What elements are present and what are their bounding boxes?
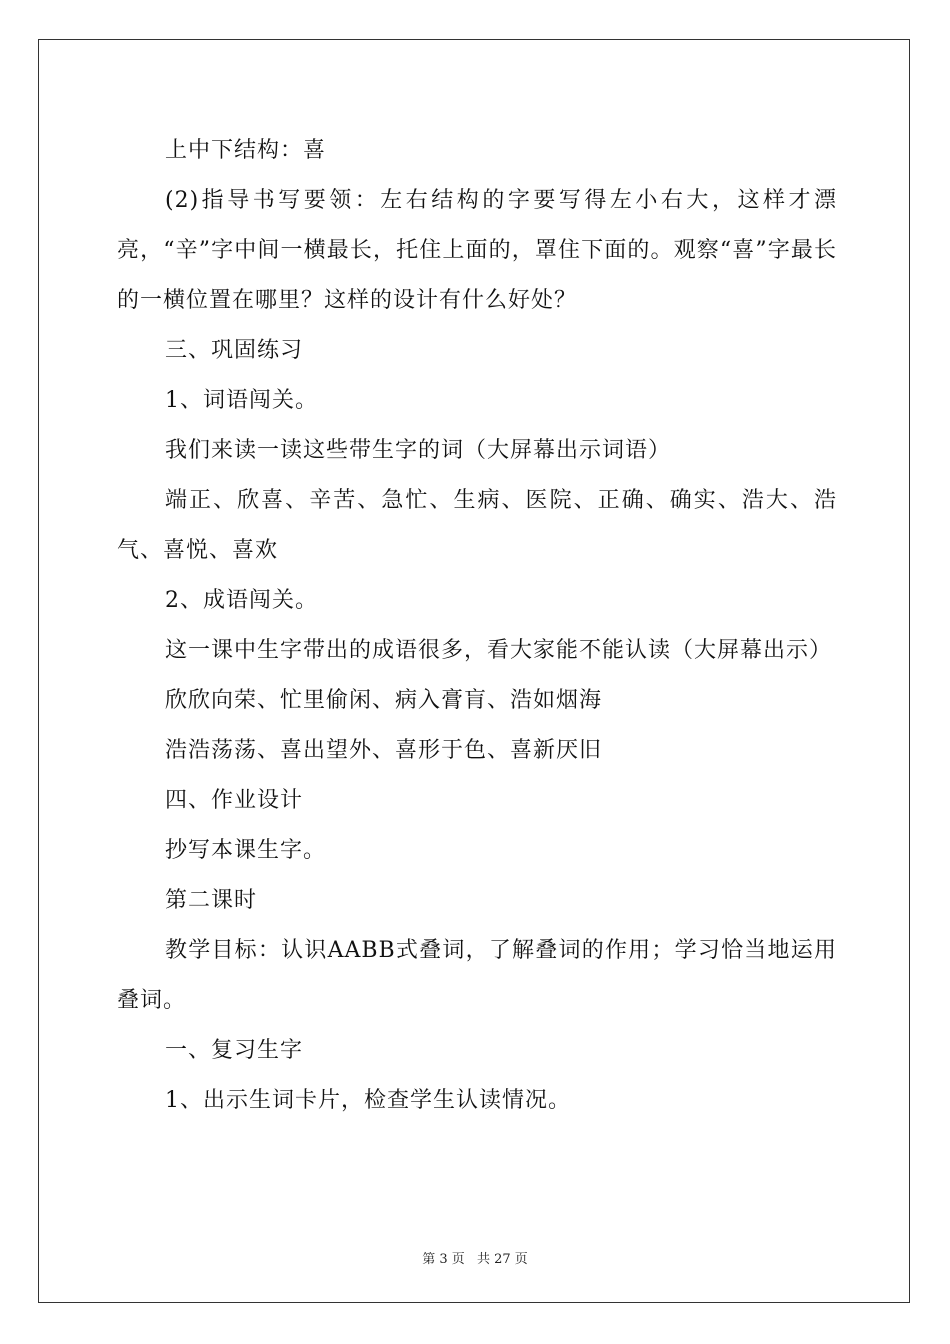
- paragraph: 抄写本课生字。: [165, 838, 327, 863]
- paragraph: 我们来读一读这些带生字的词（大屏幕出示词语）: [165, 438, 672, 463]
- paragraph: 2、成语闯关。: [165, 588, 318, 613]
- paragraph: 1、出示生词卡片，检查学生认读情况。: [165, 1088, 571, 1113]
- paragraph: 端正、欣喜、辛苦、急忙、生病、医院、正确、确实、浩大、浩气、喜悦、喜欢: [117, 488, 837, 563]
- paragraph: 浩浩荡荡、喜出望外、喜形于色、喜新厌旧: [165, 738, 603, 763]
- page-total: 共 27 页: [476, 1252, 528, 1267]
- paragraph: 这一课中生字带出的成语很多，看大家能不能认读（大屏幕出示）: [165, 638, 833, 663]
- section-heading: 三、巩固练习: [165, 338, 304, 363]
- section-heading: 第二课时: [165, 888, 258, 913]
- paragraph: (2)指导书写要领：左右结构的字要写得左小右大，这样才漂亮，“辛”字中间一横最长，托住上面的，罩住下面的。观察“喜”字最长的一横位置在哪里？这样的设计有什么好处？: [117, 188, 837, 313]
- page-number: 第 3 页: [422, 1252, 465, 1267]
- paragraph: 上中下结构：喜: [165, 138, 327, 163]
- page-footer: [0, 1248, 950, 1267]
- section-heading: 一、复习生字: [165, 1038, 304, 1063]
- section-heading: 四、作业设计: [165, 788, 304, 813]
- paragraph: 欣欣向荣、忙里偷闲、病入膏肓、浩如烟海: [165, 688, 603, 713]
- paragraph: 教学目标：认识AABB式叠词，了解叠词的作用；学习恰当地运用叠词。: [117, 938, 837, 1013]
- document-body: [117, 126, 837, 1126]
- paragraph: 1、词语闯关。: [165, 388, 318, 413]
